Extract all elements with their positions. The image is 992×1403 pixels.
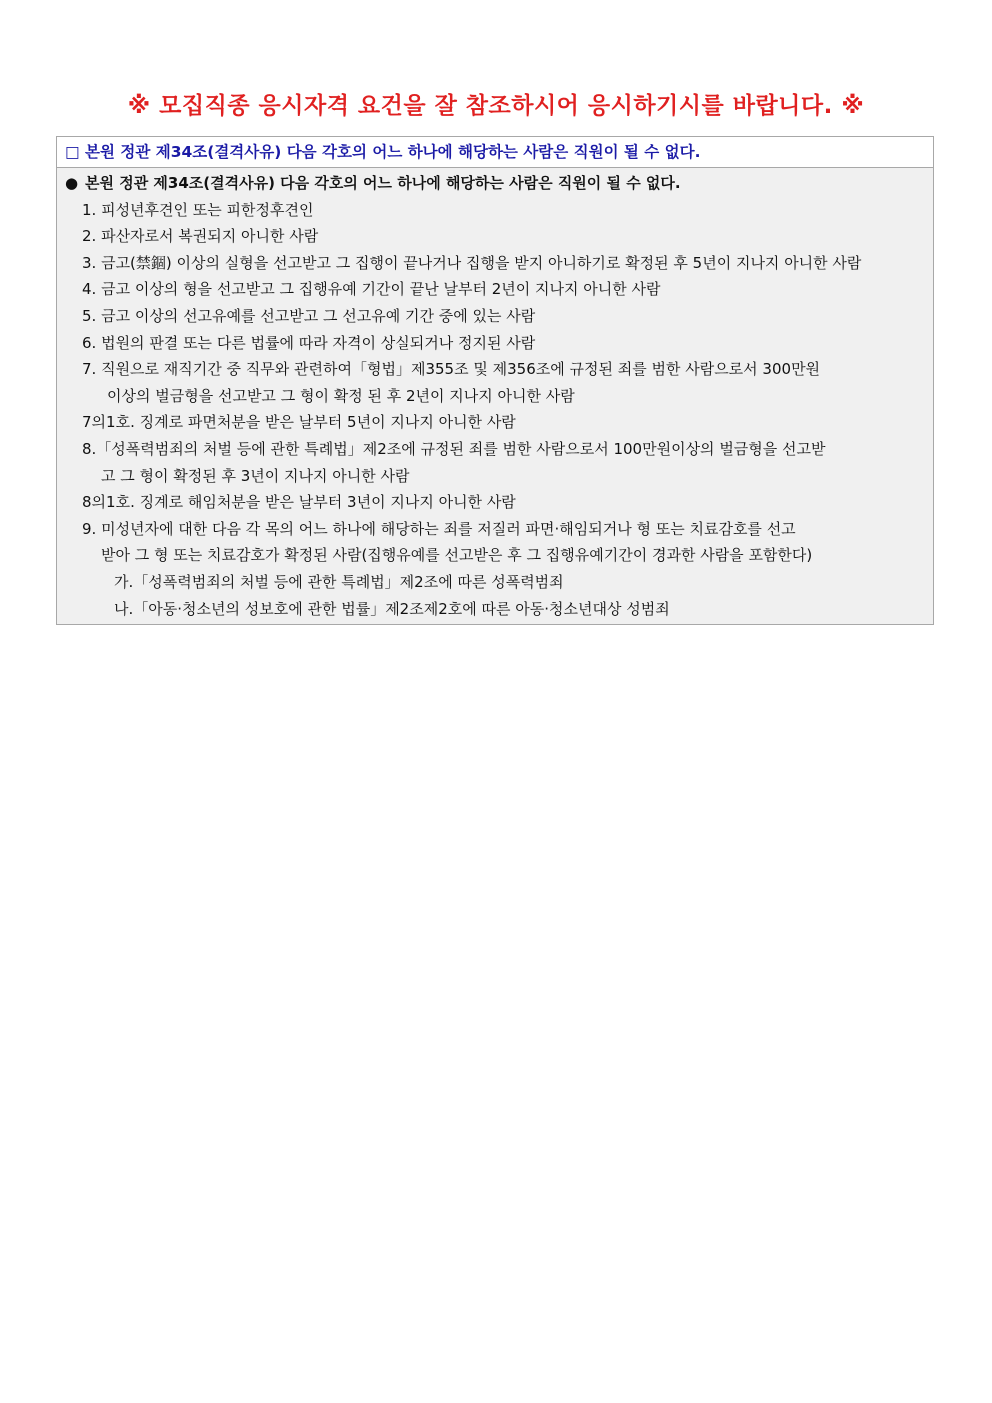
bullet-icon: ● <box>65 174 79 192</box>
list-item-7: 7. 직원으로 재직기간 중 직무와 관련하여「형법」제355조 및 제356조에 규정된 죄를 범한 사람으로서 300만원 <box>82 360 821 379</box>
list-item-8-continued: 고 그 형이 확정된 후 3년이 지나지 아니한 사람 <box>101 466 410 485</box>
list-item-9: 9. 미성년자에 대한 다음 각 목의 어느 하나에 해당하는 죄를 저질러 파면·해임되거나 형 또는 치료감호를 선고 <box>82 519 796 538</box>
sub-item-ga: 가.「성폭력범죄의 처벌 등에 관한 특례법」제2조에 따른 성폭력범죄 <box>114 572 564 591</box>
list-item-7-continued: 이상의 벌금형을 선고받고 그 형이 확정 된 후 2년이 지나지 아니한 사람 <box>107 386 575 405</box>
list-item-3: 3. 금고(禁錮) 이상의 실형을 선고받고 그 집행이 끝나거나 집행을 받지 아니하기로 확정된 후 5년이 지나지 아니한 사람 <box>82 253 862 272</box>
list-item-1: 1. 피성년후견인 또는 피한정후견인 <box>82 200 314 219</box>
lead-text: 본원 정관 제34조(결격사유) 다음 각호의 어느 하나에 해당하는 사람은 직원이 될 수 없다. <box>85 174 681 192</box>
notice-title: ※ 모집직종 응시자격 요건을 잘 참조하시어 응시하기시를 바랍니다. ※ <box>127 93 865 119</box>
list-item-2: 2. 파산자로서 복권되지 아니한 사람 <box>82 227 319 246</box>
list-item-8-1: 8의1호. 징계로 해임처분을 받은 날부터 3년이 지나지 아니한 사람 <box>82 493 516 512</box>
list-item-5: 5. 금고 이상의 선고유예를 선고받고 그 선고유예 기간 중에 있는 사람 <box>82 306 536 325</box>
list-item-4: 4. 금고 이상의 형을 선고받고 그 집행유예 기간이 끝난 날부터 2년이 지나지 아니한 사람 <box>82 280 661 299</box>
list-item-6: 6. 법원의 판결 또는 다른 법률에 따라 자격이 상실되거나 정지된 사람 <box>82 333 536 352</box>
list-item-8: 8.「성폭력범죄의 처벌 등에 관한 특례법」제2조에 규정된 죄를 범한 사람으로서 100만원이상의 벌금형을 선고받 <box>82 439 826 458</box>
box-body <box>57 168 933 624</box>
box-header: □ 본원 정관 제34조(결격사유) 다음 각호의 어느 하나에 해당하는 사람은 직원이 될 수 없다. <box>57 137 933 168</box>
list-item-7-1: 7의1호. 징계로 파면처분을 받은 날부터 5년이 지나지 아니한 사람 <box>82 413 516 432</box>
lead-statement <box>65 170 927 197</box>
list-item-9-continued: 받아 그 형 또는 치료감호가 확정된 사람(집행유예를 선고받은 후 그 집행유예기간이 경과한 사람을 포함한다) <box>101 546 813 565</box>
disqualification-box <box>56 136 934 625</box>
sub-item-na: 나.「아동·청소년의 성보호에 관한 법률」제2조제2호에 따른 아동·청소년대상 성범죄 <box>114 599 670 618</box>
